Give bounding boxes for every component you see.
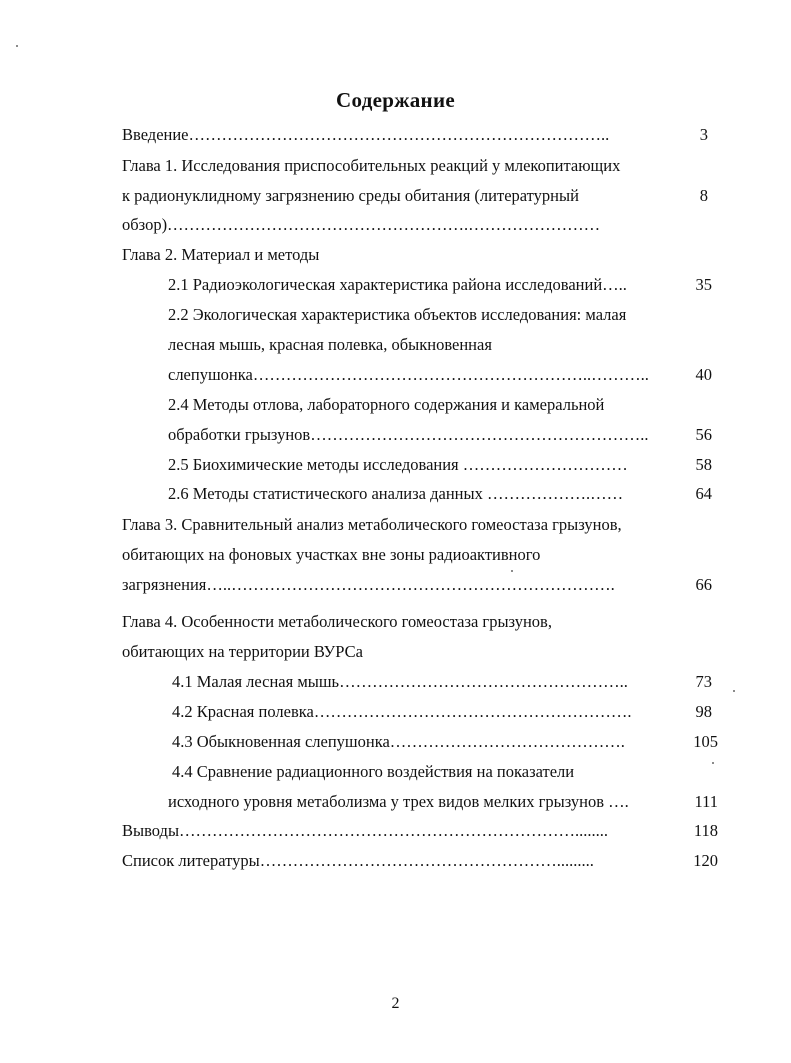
- toc-section-4-4-line1: 4.4 Сравнение радиационного воздействия на показатели: [172, 762, 575, 781]
- toc-section-2-2-line1: 2.2 Экологическая характеристика объектов исследования: малая: [168, 305, 627, 324]
- toc-section-2-4-line2: обработки грызунов……………………………………………………..: [168, 425, 649, 444]
- page-title: Содержание: [336, 88, 455, 112]
- toc-conclusions: Выводы………………………………………………………………........: [122, 821, 609, 840]
- toc-chapter3-line3: загрязнения…..…………………………………………………………….: [122, 575, 615, 594]
- scan-speck: [511, 570, 513, 572]
- toc-chapter1-line2: к радионуклидному загрязнению среды обитания (литературный: [122, 186, 579, 205]
- toc-section-4-2-page: 98: [695, 702, 712, 721]
- toc-section-4-2: 4.2 Красная полевка………………………………………………….: [172, 702, 632, 721]
- toc-section-4-4-page: 111: [694, 792, 718, 811]
- toc-conclusions-page: 118: [693, 821, 718, 840]
- toc-references: Список литературы……………………………………………….........: [122, 851, 594, 870]
- toc-section-4-4-line2: исходного уровня метаболизма у трех видов мелких грызунов ….: [168, 792, 629, 811]
- toc-section-4-1-page: 73: [695, 672, 712, 691]
- toc-section-2-5: 2.5 Биохимические методы исследования …………………………: [168, 455, 628, 474]
- toc-intro-text: Введение…………………………………………………………………..: [122, 125, 610, 144]
- toc-chapter3-line1: Глава 3. Сравнительный анализ метаболического гомеостаза грызунов,: [122, 515, 622, 534]
- toc-section-2-5-page: 58: [695, 455, 712, 474]
- toc-chapter1-line3: обзор)……………………………………………….……………………: [122, 215, 601, 234]
- toc-section-2-6-page: 64: [695, 484, 712, 503]
- toc-section-4-3-page: 105: [693, 732, 718, 751]
- scan-speck: [16, 45, 18, 47]
- toc-chapter3-line2: обитающих на фоновых участках вне зоны радиоактивного: [122, 545, 541, 564]
- toc-section-4-3: 4.3 Обыкновенная слепушонка…………………………………….: [172, 732, 625, 751]
- toc-section-2-1: 2.1 Радиоэкологическая характеристика района исследований…..: [168, 275, 627, 294]
- scan-speck: [712, 762, 714, 764]
- toc-section-2-1-page: 35: [695, 275, 712, 294]
- toc-intro-page: 3: [699, 125, 708, 144]
- toc-chapter1-line1: Глава 1. Исследования приспособительных реакций у млекопитающих: [122, 156, 621, 175]
- toc-chapter4-line1: Глава 4. Особенности метаболического гомеостаза грызунов,: [122, 612, 552, 631]
- toc-section-2-2-line2: лесная мышь, красная полевка, обыкновенная: [168, 335, 492, 354]
- page-number: 2: [391, 995, 400, 1012]
- toc-section-2-4-page: 56: [695, 425, 712, 444]
- toc-chapter3-page: 66: [695, 575, 712, 594]
- toc-section-2-6: 2.6 Методы статистического анализа данных ……………….……: [168, 484, 624, 503]
- toc-section-2-2-page: 40: [695, 365, 712, 384]
- scan-speck: [733, 690, 735, 692]
- toc-chapter4-line2: обитающих на территории ВУРСа: [122, 642, 363, 661]
- toc-chapter1-page: 8: [699, 186, 708, 205]
- toc-section-2-2-line3: слепушонка……………………………………………………..………..: [168, 365, 649, 384]
- toc-references-page: 120: [693, 851, 718, 870]
- toc-section-4-1: 4.1 Малая лесная мышь……………………………………………..: [172, 672, 628, 691]
- toc-chapter2-title: Глава 2. Материал и методы: [122, 245, 320, 264]
- toc-section-2-4-line1: 2.4 Методы отлова, лабораторного содержания и камеральной: [168, 395, 605, 414]
